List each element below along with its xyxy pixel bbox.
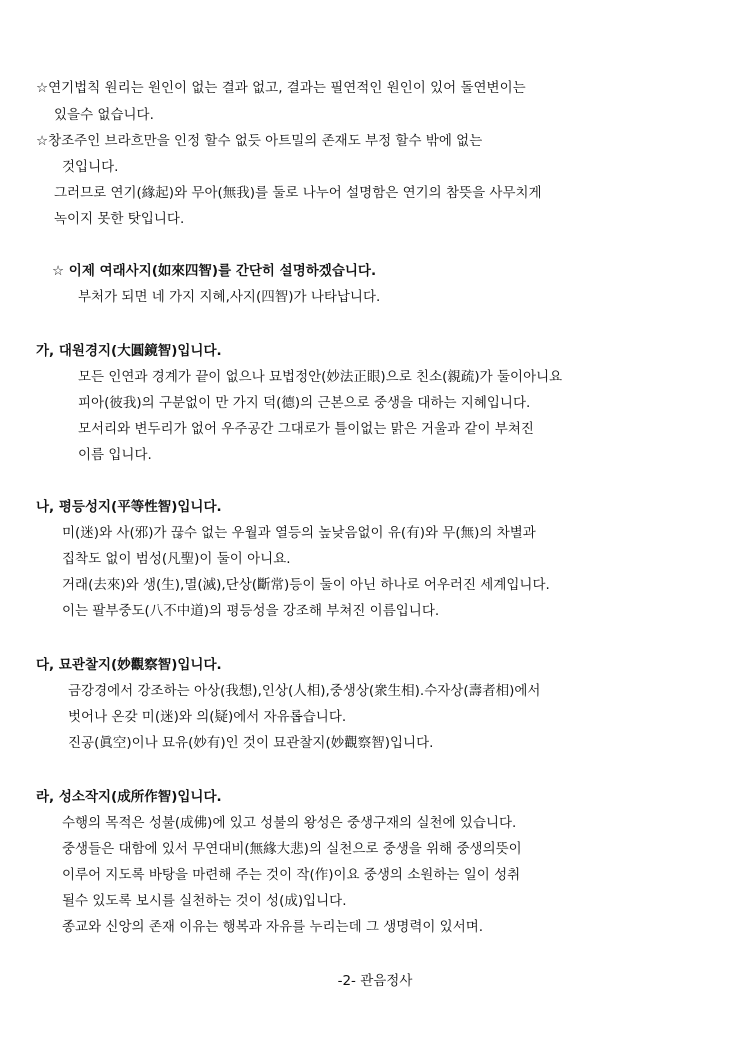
section-heading: 라, 성소작지(成所作智)입니다. xyxy=(36,789,222,805)
section-heading: 나, 평등성지(平等性智)입니다. xyxy=(36,499,222,515)
text-line: 피아(彼我)의 구분없이 만 가지 덕(德)의 근본으로 중생을 대하는 지혜입니다. xyxy=(78,395,531,411)
text-line: 수행의 목적은 성불(成佛)에 있고 성불의 왕성은 중생구재의 실천에 있습니다. xyxy=(62,815,517,831)
text-line: 거래(去來)와 생(生),멸(滅),단상(斷常)등이 둘이 아닌 하나로 어우러진 세계입니다. xyxy=(62,577,550,593)
text-line: 집착도 없이 범성(凡聖)이 둘이 아니요. xyxy=(62,551,291,567)
text-line: 모서리와 변두리가 없어 우주공간 그대로가 틀이없는 맑은 거울과 같이 부쳐진 xyxy=(78,421,534,437)
text-line: 진공(眞空)이나 묘유(妙有)인 것이 묘관찰지(妙觀察智)입니다. xyxy=(68,735,434,751)
text-line: 벗어나 온갖 미(迷)와 의(疑)에서 자유롭습니다. xyxy=(68,709,347,725)
intro-heading: ☆ 이제 여래사지(如來四智)를 간단히 설명하겠습니다. xyxy=(52,263,377,279)
text-line: 것입니다. xyxy=(62,159,119,175)
text-line: 녹이지 못한 탓입니다. xyxy=(54,211,185,227)
text-line: 금강경에서 강조하는 아상(我想),인상(人相),중생상(衆生相).수자상(壽者相)에서 xyxy=(68,683,541,699)
text-line: 될수 있도록 보시를 실천하는 것이 성(成)입니다. xyxy=(62,893,347,909)
text-line: ☆연기법칙 원리는 원인이 없는 결과 없고, 결과는 필연적인 원인이 있어 돌연변이는 xyxy=(36,80,526,96)
text-line: ☆창조주인 브라흐만을 인정 할수 없듯 아트밀의 존재도 부정 할수 밖에 없는 xyxy=(36,133,483,149)
text-line: 모든 인연과 경계가 끝이 없으나 묘법정안(妙法正眼)으로 친소(親疏)가 둘이아니요 xyxy=(78,369,563,385)
section-heading: 다, 묘관찰지(妙觀察智)입니다. xyxy=(36,657,222,673)
text-line: 이는 팔부중도(八不中道)의 평등성을 강조해 부쳐진 이름입니다. xyxy=(62,603,440,619)
text-line: 있을수 없습니다. xyxy=(54,107,154,123)
text-line: 종교와 신앙의 존재 이유는 행복과 자유를 누리는데 그 생명력이 있서며. xyxy=(62,919,484,935)
section-heading: 가, 대원경지(大圓鏡智)입니다. xyxy=(36,343,222,359)
page-footer: -2- 관음정사 xyxy=(337,973,413,989)
text-line: 그러므로 연기(緣起)와 무아(無我)를 둘로 나누어 설명함은 연기의 참뜻을 사무치게 xyxy=(54,185,542,201)
text-line: 이름 입니다. xyxy=(78,447,152,463)
text-line: 부처가 되면 네 가지 지혜,사지(四智)가 나타납니다. xyxy=(78,289,381,305)
text-line: 이루어 지도록 바탕을 마련해 주는 것이 작(作)이요 중생의 소원하는 일이 성취 xyxy=(62,867,521,883)
text-line: 미(迷)와 사(邪)가 끊수 없는 우월과 열등의 높낮음없이 유(有)와 무(無)의 차별과 xyxy=(62,525,536,541)
text-line: 중생들은 대함에 있서 무연대비(無緣大悲)의 실천으로 중생을 위해 중생의뜻이 xyxy=(62,841,522,857)
